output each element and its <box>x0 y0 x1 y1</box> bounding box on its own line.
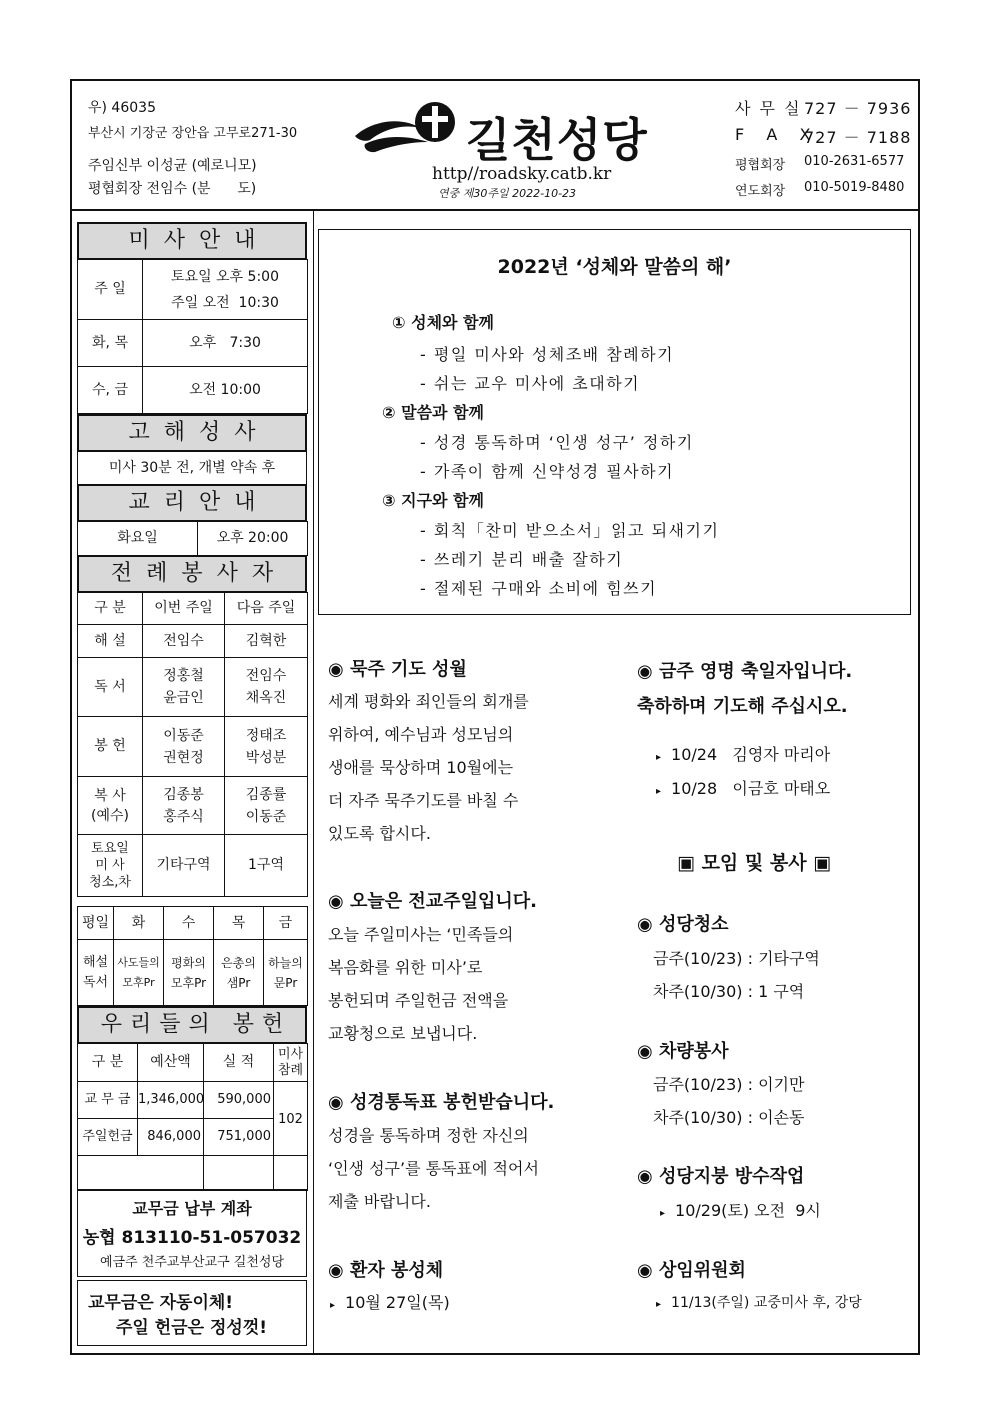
theme-line: - 성경 통독하며 ‘인생 성구’ 정하기 <box>420 433 694 452</box>
servers-table <box>77 592 308 897</box>
weekday-server: 사도들의 모후Pr <box>114 940 164 1006</box>
liturgical-date: 연중 제30주일 2022-10-23 <box>438 187 577 200</box>
notice-mission-title: ◉ 오늘은 전교주일입니다. <box>328 891 537 912</box>
confession-table <box>77 451 307 485</box>
offering-header: 구 분 <box>78 1044 138 1082</box>
vehicle-title: ◉ 차량봉사 <box>637 1041 729 1062</box>
cleaning-line: 차주(10/30) : 1 구역 <box>653 982 805 1001</box>
account-title: 교무금 납부 계좌 <box>132 1199 252 1218</box>
offering-blank <box>78 1156 204 1191</box>
server-role: 복 사 (예수) <box>78 777 143 835</box>
contact-memorial-value: 010-5019-8480 <box>804 180 905 195</box>
offering-section-title: 우리들의 봉헌 <box>77 1006 307 1044</box>
cleaning-line: 금주(10/23) : 기타구역 <box>653 949 820 968</box>
notice-communion-title: ◉ 환자 봉성체 <box>328 1260 444 1281</box>
theme-line: - 쉬는 교우 미사에 초대하기 <box>420 374 641 393</box>
triangle-bullet-icon: ▸ <box>656 786 662 797</box>
triangle-bullet-icon: ▸ <box>656 1299 662 1310</box>
notice-line: 위하여, 예수님과 성모님의 <box>328 725 514 744</box>
mass-day: 주 일 <box>78 260 143 320</box>
address: 부산시 기장군 장안읍 고무로271-30 <box>88 126 298 141</box>
servers-header: 이번 주일 <box>143 593 225 625</box>
confession-section-title: 고해성사 <box>77 414 307 452</box>
weekday-header: 금 <box>264 907 308 940</box>
roof-title: ◉ 성당지붕 방수작업 <box>637 1166 805 1187</box>
notice-line: 더 자주 묵주기도를 바칠 수 <box>328 791 519 810</box>
header-divider <box>70 209 920 211</box>
council-chair: 평협회장 전임수 (분 도) <box>88 181 257 197</box>
server-this: 기타구역 <box>143 835 225 897</box>
weekday-server: 하늘의 문Pr <box>264 940 308 1006</box>
server-role: 독 서 <box>78 658 143 717</box>
mass-table <box>77 259 308 414</box>
weekday-header: 수 <box>164 907 214 940</box>
notice-bible-title: ◉ 성경통독표 봉헌받습니다. <box>328 1092 555 1113</box>
contact-fax-label: F A X <box>735 125 815 144</box>
mass-time: 오전 10:00 <box>143 367 308 414</box>
committee-line-text: 11/13(주일) 교중미사 후, 강당 <box>671 1295 862 1311</box>
server-next: 1구역 <box>225 835 308 897</box>
server-role: 해 설 <box>78 625 143 658</box>
theme-line: - 가족이 함께 신약성경 필사하기 <box>420 462 675 481</box>
offering-label: 주일헌금 <box>78 1119 138 1156</box>
weekday-header: 목 <box>214 907 264 940</box>
contact-council-label: 평협회장 <box>735 158 786 173</box>
weekday-header: 평일 <box>78 907 114 940</box>
reminder-offering: 주일 헌금은 정성껏! <box>116 1318 267 1338</box>
contact-office-label: 사 무 실 <box>735 99 802 118</box>
triangle-bullet-icon: ▸ <box>660 1208 666 1219</box>
offering-blank <box>204 1156 274 1191</box>
weekday-role: 해설 독서 <box>78 940 114 1006</box>
vehicle-line: 금주(10/23) : 이기만 <box>653 1075 805 1094</box>
triangle-bullet-icon: ▸ <box>656 752 662 763</box>
notice-line: 복음화를 위한 미사’로 <box>328 958 483 977</box>
servers-header: 다음 주일 <box>225 593 308 625</box>
notice-rosary-title: ◉ 묵주 기도 성월 <box>328 659 467 680</box>
server-next: 김혁한 <box>225 625 308 658</box>
parish-name: 길천성당 <box>466 113 648 167</box>
mass-time: 주일 오전 10:30 <box>171 294 279 311</box>
notice-line: 세계 평화와 죄인들의 회개를 <box>328 692 529 711</box>
server-role: 토요일 미 사 청소,차 <box>78 835 143 897</box>
committee-line <box>656 1292 862 1312</box>
server-this: 전임수 <box>143 625 225 658</box>
server-next: 김종률 이동준 <box>225 777 308 835</box>
notice-line: 있도록 합시다. <box>328 824 431 843</box>
theme-line: - 쓰레기 분리 배출 잘하기 <box>420 550 624 569</box>
server-role: 봉 헌 <box>78 717 143 777</box>
mass-times <box>143 260 308 320</box>
mass-time: 토요일 오후 5:00 <box>171 268 279 285</box>
parish-url[interactable]: http//roadsky.catb.kr <box>432 164 612 184</box>
offering-label: 교 무 금 <box>78 1082 138 1119</box>
server-next: 전임수 채옥진 <box>225 658 308 717</box>
feast-entry <box>656 776 830 799</box>
server-this: 정홍철 윤금인 <box>143 658 225 717</box>
theme-line: - 평일 미사와 성체조배 참례하기 <box>420 345 675 364</box>
servers-header: 구 분 <box>78 593 143 625</box>
feast-entry-text: 10/28 이금호 마태오 <box>671 779 831 798</box>
pastor-name: 주임신부 이성균 (예로니모) <box>88 158 257 174</box>
church-logo-icon <box>350 98 460 158</box>
weekday-servers-table <box>77 906 308 1006</box>
weekday-server: 평화의 모후Pr <box>164 940 214 1006</box>
theme-heading: ③ 지구와 함께 <box>382 491 484 510</box>
server-next: 정태조 박성분 <box>225 717 308 777</box>
notice-line <box>330 1290 450 1313</box>
reminder-tithe: 교무금은 자동이체! <box>88 1293 234 1313</box>
theme-line: - 절제된 구매와 소비에 힘쓰기 <box>420 579 658 598</box>
contact-council-value: 010-2631-6577 <box>804 154 905 169</box>
roof-line <box>660 1198 821 1221</box>
committee-title: ◉ 상임위원회 <box>637 1260 746 1281</box>
postal-code: 우) 46035 <box>88 100 156 116</box>
theme-title: 2022년 ‘성체와 말씀의 해’ <box>497 256 732 278</box>
mass-attendance: 102 <box>274 1082 308 1156</box>
notice-line: 성경을 통독하며 정한 자신의 <box>328 1126 529 1145</box>
notice-line: 봉헌되며 주일헌금 전액을 <box>328 991 509 1010</box>
mass-section-title: 미사안내 <box>77 222 307 260</box>
column-divider <box>313 211 314 1355</box>
feast-title: ◉ 금주 영명 축일자입니다. <box>637 661 853 682</box>
feast-subtitle: 축하하며 기도해 주십시오. <box>637 696 848 717</box>
offering-blank <box>274 1156 308 1191</box>
mass-day: 수, 금 <box>78 367 143 414</box>
offering-actual: 590,000 <box>204 1082 274 1119</box>
feast-entry-text: 10/24 김영자 마리아 <box>671 745 831 764</box>
communion-date: 10월 27일(목) <box>345 1293 450 1312</box>
account-holder: 예금주 천주교부산교구 길천성당 <box>99 1255 285 1270</box>
notice-line: 제출 바랍니다. <box>328 1192 431 1211</box>
feast-entry <box>656 742 830 765</box>
servers-section-title: 전례봉사자 <box>77 555 307 593</box>
triangle-bullet-icon: ▸ <box>330 1300 336 1311</box>
meetings-title: ▣ 모임 및 봉사 ▣ <box>677 852 832 874</box>
contact-office-value: 727 － 7936 <box>804 99 912 118</box>
offering-budget: 846,000 <box>138 1119 204 1156</box>
offering-budget: 1,346,000 <box>138 1082 204 1119</box>
contact-fax-value: 727 － 7188 <box>804 128 912 147</box>
contact-memorial-label: 연도회장 <box>735 184 786 199</box>
notice-line: 오늘 주일미사는 ‘민족들의 <box>328 925 514 944</box>
weekday-header: 화 <box>114 907 164 940</box>
server-this: 김종봉 홍주식 <box>143 777 225 835</box>
weekday-server: 은총의 샘Pr <box>214 940 264 1006</box>
notice-line: ‘인생 성구’를 통독표에 적어서 <box>328 1159 539 1178</box>
mass-day: 화, 목 <box>78 320 143 367</box>
notice-line: 교황청으로 보냅니다. <box>328 1024 478 1043</box>
offering-table <box>77 1043 308 1191</box>
account-number: 농협 813110-51-057032 <box>82 1228 302 1248</box>
catechism-table <box>77 521 308 556</box>
offering-header: 미사 참례 <box>274 1044 308 1082</box>
confession-text: 미사 30분 전, 개별 약속 후 <box>78 452 307 485</box>
theme-line: - 회칙「찬미 받으소서」읽고 되새기기 <box>420 521 720 540</box>
roof-line-text: 10/29(토) 오전 9시 <box>675 1201 821 1220</box>
offering-header: 예산액 <box>138 1044 204 1082</box>
theme-heading: ② 말씀과 함께 <box>382 403 484 422</box>
notice-line: 생애를 묵상하며 10월에는 <box>328 758 514 777</box>
vehicle-line: 차주(10/30) : 이손동 <box>653 1108 805 1127</box>
catechism-day: 화요일 <box>78 522 198 556</box>
offering-actual: 751,000 <box>204 1119 274 1156</box>
catechism-time: 오후 20:00 <box>198 522 308 556</box>
mass-time: 오후 7:30 <box>143 320 308 367</box>
cleaning-title: ◉ 성당청소 <box>637 914 729 935</box>
catechism-section-title: 교리안내 <box>77 484 307 522</box>
offering-header: 실 적 <box>204 1044 274 1082</box>
theme-heading: ① 성체와 함께 <box>392 313 494 332</box>
server-this: 이동준 권현정 <box>143 717 225 777</box>
